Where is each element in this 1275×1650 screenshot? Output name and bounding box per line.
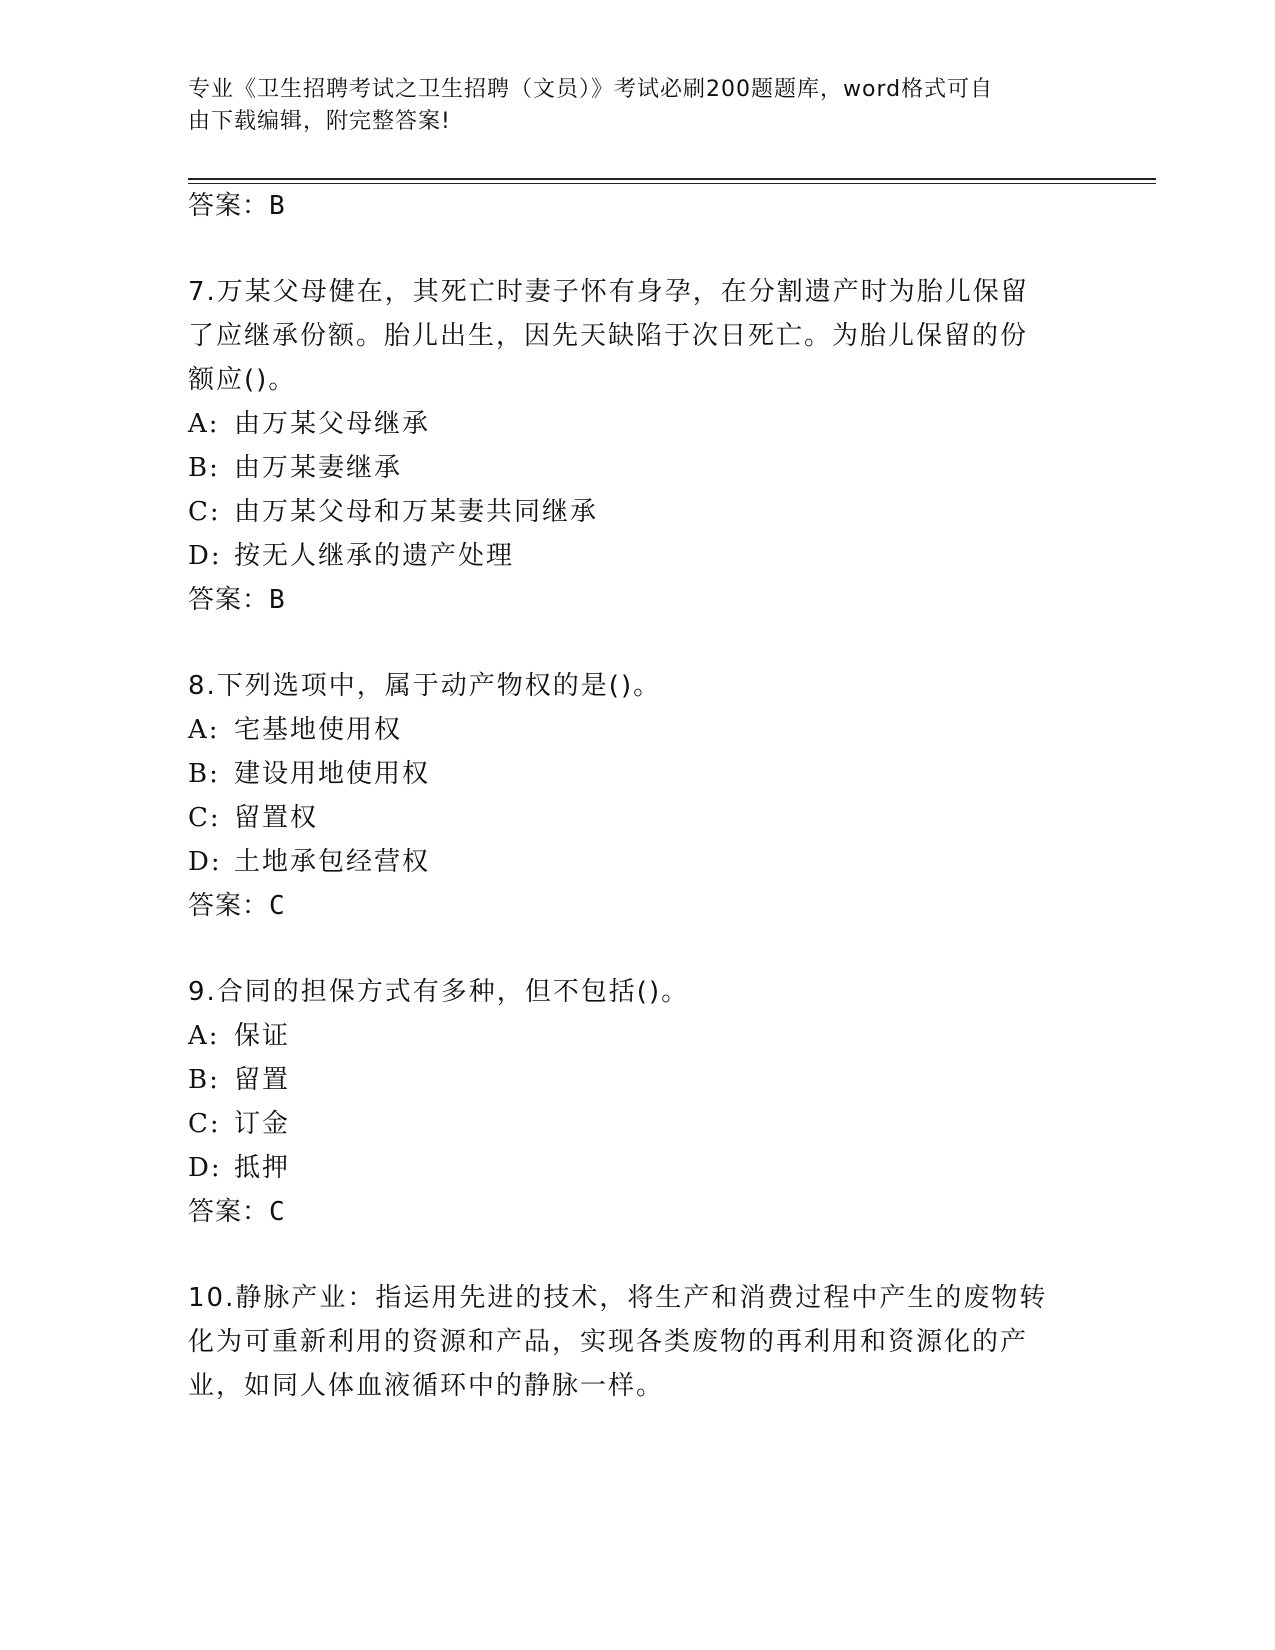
- question-10-stem-line-2: 化为可重新利用的资源和产品，实现各类废物的再利用和资源化的产: [188, 1327, 1029, 1357]
- option-letter: C:: [188, 497, 221, 527]
- question-10-stem-line-3: 业，如同人体血液循环中的静脉一样。: [188, 1371, 665, 1401]
- option-text: 保证: [234, 1021, 291, 1051]
- option-letter: B:: [188, 453, 220, 483]
- question-7-stem-line-1: 7.万某父母健在，其死亡时妻子怀有身孕，在分割遗产时为胎儿保留: [188, 277, 1029, 307]
- page-header: [188, 74, 1068, 138]
- question-8-stem-line-1: 8.下列选项中，属于动产物权的是()。: [188, 671, 662, 701]
- option-letter: D:: [188, 847, 222, 877]
- question-7-option-a: [188, 404, 430, 444]
- option-text: 留置权: [234, 803, 319, 833]
- question-9-option-c: [188, 1104, 290, 1144]
- option-text: 宅基地使用权: [234, 715, 403, 745]
- option-letter: A:: [188, 409, 220, 439]
- question-9-option-d: [188, 1148, 290, 1188]
- option-text: 由万某父母和万某妻共同继承: [234, 497, 599, 527]
- question-10-stem-line-1: 10.静脉产业：指运用先进的技术，将生产和消费过程中产生的废物转: [188, 1283, 1048, 1313]
- option-letter: C:: [188, 803, 221, 833]
- question-9-option-a: [188, 1016, 290, 1056]
- header-divider-thick: [188, 178, 1156, 180]
- option-letter: D:: [188, 1153, 222, 1183]
- option-letter: B:: [188, 1065, 220, 1095]
- question-8-option-b: [188, 754, 430, 794]
- option-text: 由万某父母继承: [234, 409, 431, 439]
- question-9-option-b: [188, 1060, 290, 1100]
- option-letter: B:: [188, 759, 220, 789]
- answer-label: 答案：: [188, 585, 270, 615]
- answer-label: 答案：: [188, 1197, 270, 1227]
- question-7-answer: [188, 580, 286, 620]
- answer-label: 答案：: [188, 891, 270, 921]
- header-divider-thin: [188, 183, 1156, 184]
- question-8-answer: [188, 886, 286, 926]
- option-text: 留置: [234, 1065, 291, 1095]
- option-text: 抵押: [234, 1153, 291, 1183]
- question-7-option-c: [188, 492, 598, 532]
- question-8-option-a: [188, 710, 402, 750]
- answer-line: [188, 186, 286, 226]
- option-text: 按无人继承的遗产处理: [234, 541, 515, 571]
- question-9-stem-line-1: 9.合同的担保方式有多种，但不包括()。: [188, 977, 690, 1007]
- header-line-2: 由下载编辑，附完整答案!: [188, 109, 451, 134]
- header-line-1: 专业《卫生招聘考试之卫生招聘（文员）》考试必刷200题题库，word格式可自: [188, 77, 994, 102]
- option-letter: A:: [188, 715, 220, 745]
- question-8-option-c: [188, 798, 318, 838]
- question-8-option-d: [188, 842, 430, 882]
- option-letter: C:: [188, 1109, 221, 1139]
- answer-value: B: [269, 585, 286, 615]
- answer-value: B: [269, 191, 286, 221]
- option-text: 订金: [234, 1109, 291, 1139]
- question-7-option-b: [188, 448, 402, 488]
- option-letter: A:: [188, 1021, 220, 1051]
- answer-label: 答案：: [188, 191, 270, 221]
- answer-value: C: [269, 891, 286, 921]
- option-text: 土地承包经营权: [234, 847, 431, 877]
- answer-value: C: [269, 1197, 286, 1227]
- option-letter: D:: [188, 541, 222, 571]
- question-7-stem-line-2: 了应继承份额。胎儿出生，因先天缺陷于次日死亡。为胎儿保留的份: [188, 321, 1029, 351]
- option-text: 由万某妻继承: [234, 453, 403, 483]
- question-7-stem-line-3: 额应()。: [188, 365, 297, 395]
- question-7-option-d: [188, 536, 514, 576]
- question-9-answer: [188, 1192, 286, 1232]
- option-text: 建设用地使用权: [234, 759, 431, 789]
